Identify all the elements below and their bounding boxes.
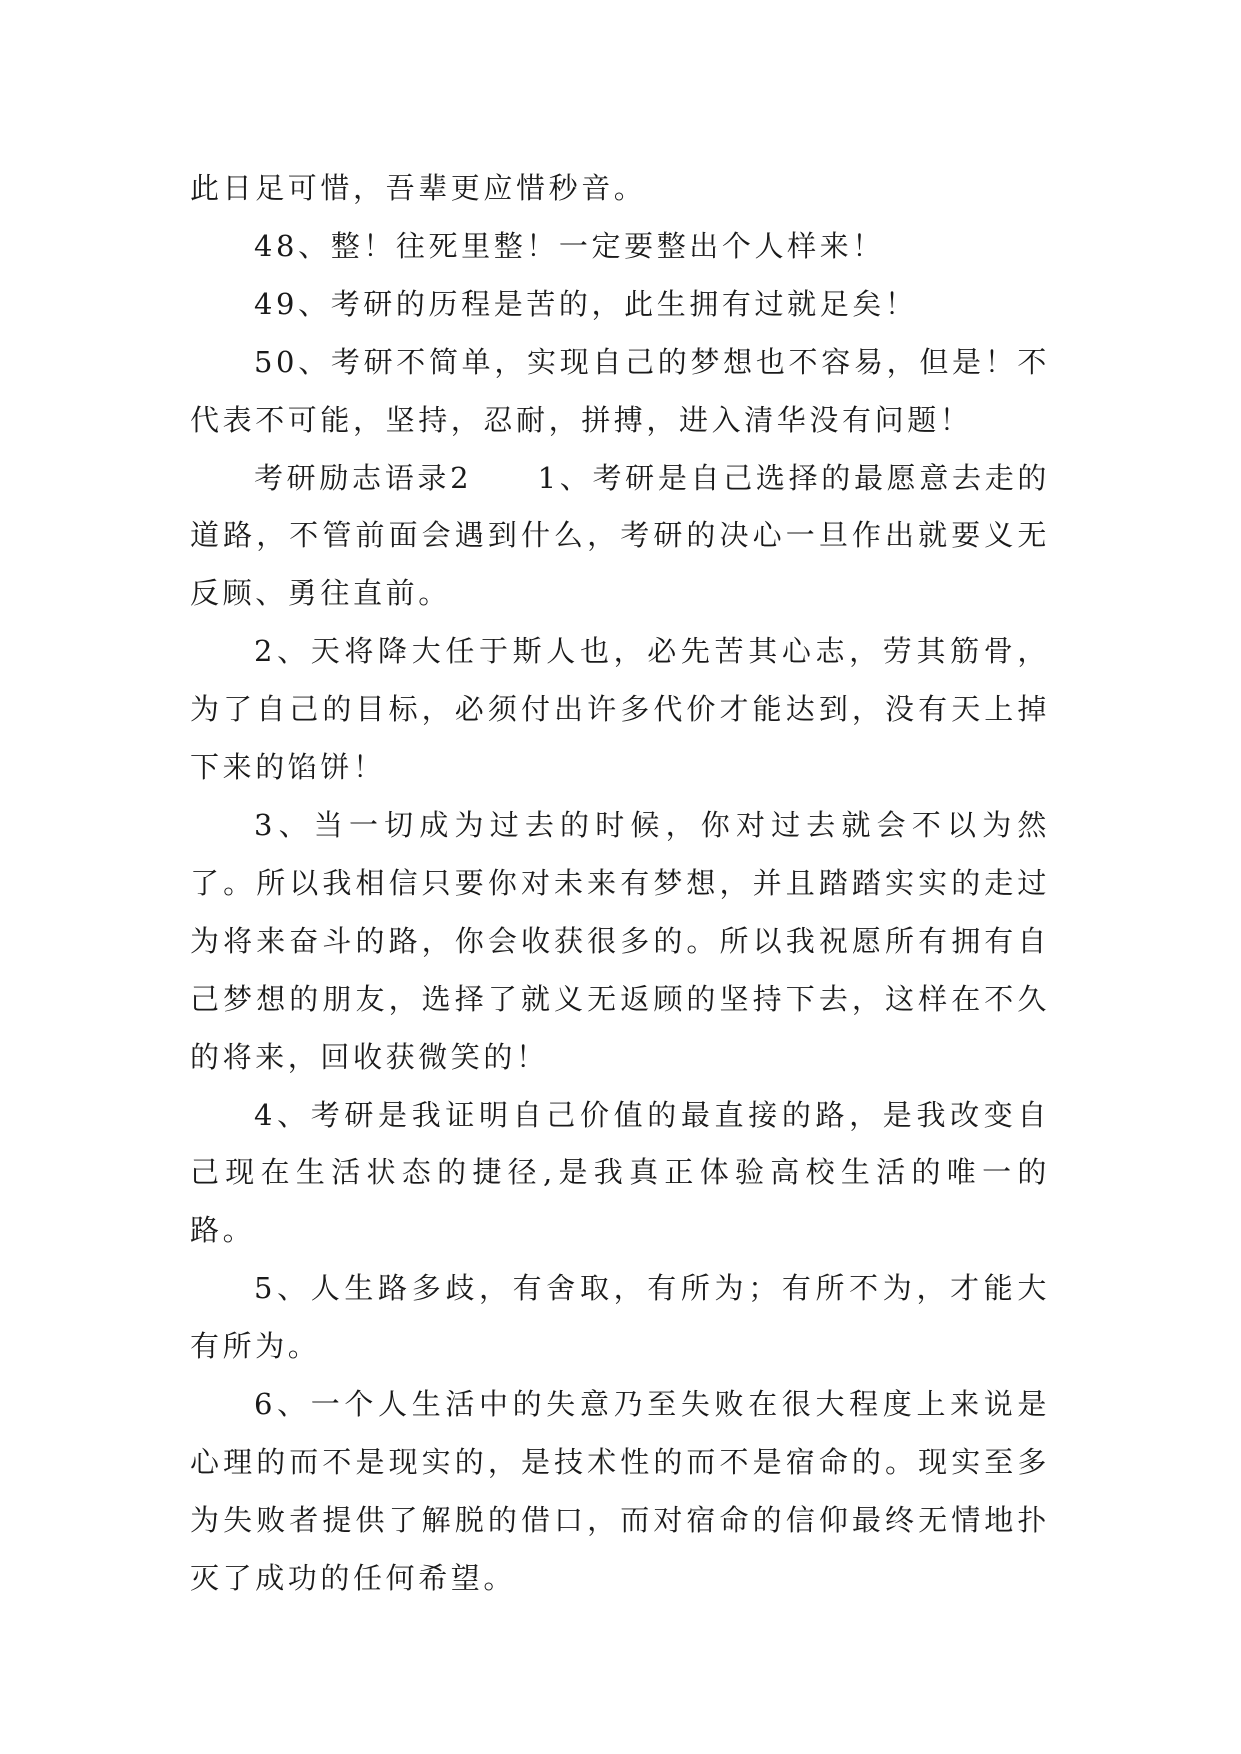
- paragraph-quote-50: 50、考研不简单，实现自己的梦想也不容易，但是！不代表不可能，坚持，忍耐，拼搏，进入清华没有问题！: [190, 344, 1050, 437]
- paragraph-section-2-quote-1: 考研励志语录2 1、考研是自己选择的最愿意去走的道路，不管前面会遇到什么，考研的决心一旦作出就要义无反顾、勇往直前。: [190, 460, 1050, 611]
- paragraph-quote-4: 4、考研是我证明自己价值的最直接的路，是我改变自己现在生活状态的捷径,是我真正体验高校生活的唯一的路。: [190, 1097, 1050, 1248]
- paragraph-quote-2: 2、天将降大任于斯人也，必先苦其心志，劳其筋骨，为了自己的目标，必须付出许多代价才能达到，没有天上掉下来的馅饼！: [190, 634, 1050, 785]
- paragraph-quote-5: 5、人生路多歧，有舍取，有所为；有所不为，才能大有所为。: [190, 1271, 1050, 1364]
- document-body: [190, 160, 1050, 1608]
- paragraph-quote-3: 3、当一切成为过去的时候，你对过去就会不以为然了。所以我相信只要你对未来有梦想，并且踏踏实实的走过为将来奋斗的路，你会收获很多的。所以我祝愿所有拥有自己梦想的朋友，选择了就义无返顾的坚持下去，这样在不久的将来，回收获微笑的！: [190, 807, 1050, 1074]
- paragraph-quote-48: 48、整！往死里整！一定要整出个人样来！: [254, 228, 885, 263]
- paragraph-quote-49: 49、考研的历程是苦的，此生拥有过就足矣！: [254, 286, 918, 321]
- paragraph-continuation: 此日足可惜，吾辈更应惜秒音。: [190, 171, 647, 205]
- paragraph-quote-6: 6、一个人生活中的失意乃至失败在很大程度上来说是心理的而不是现实的，是技术性的而不是宿命的。现实至多为失败者提供了解脱的借口，而对宿命的信仰最终无情地扑灭了成功的任何希望。: [190, 1387, 1050, 1595]
